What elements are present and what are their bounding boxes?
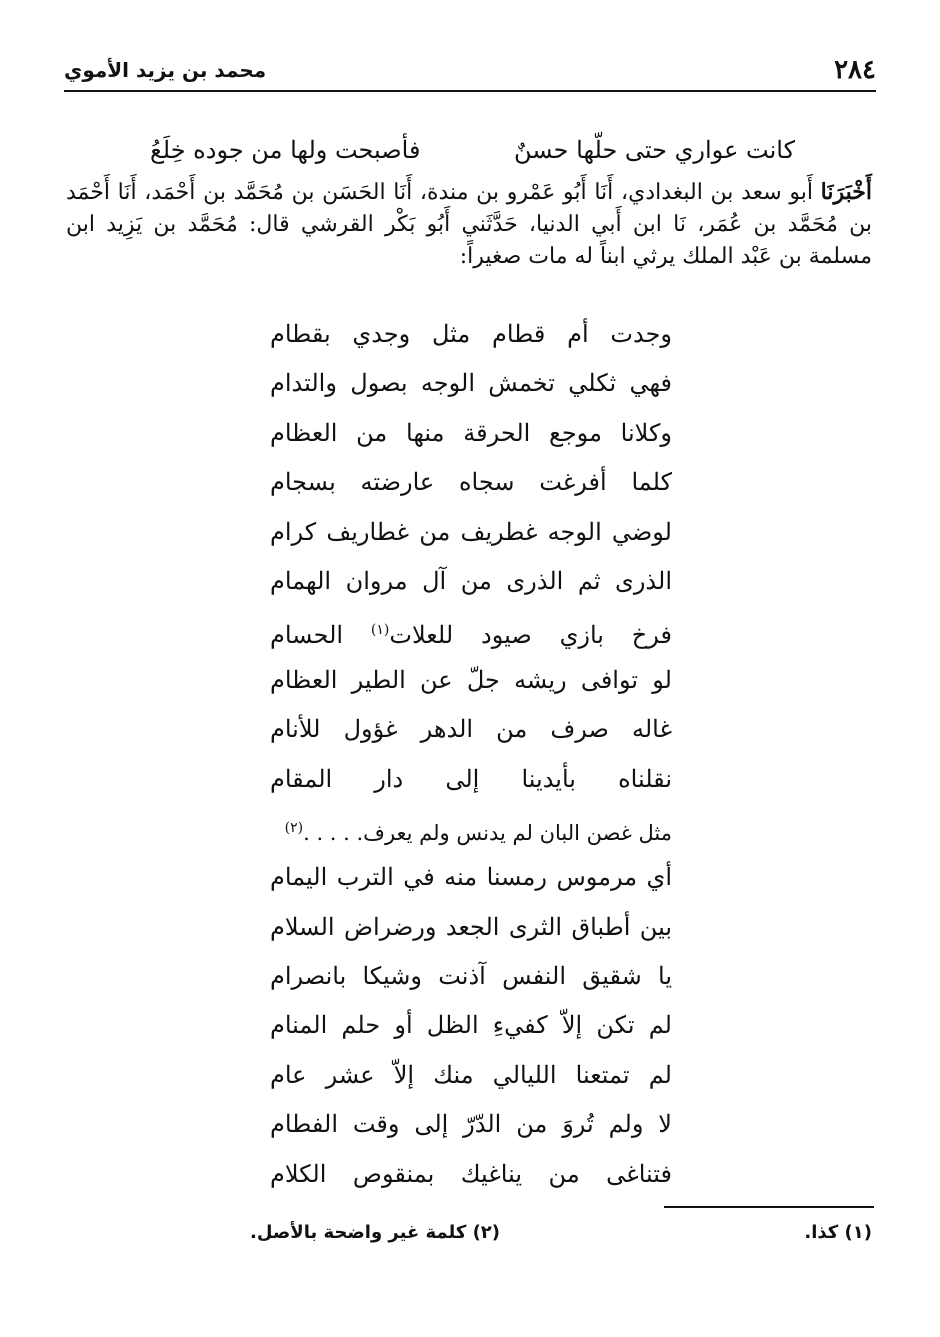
poem xyxy=(270,310,672,1199)
footnote-marker: (٢) xyxy=(284,819,304,836)
poem-line-text: فرخ بازي صيود للعلات xyxy=(389,621,672,650)
footnotes xyxy=(250,1222,872,1243)
poem-line: كلما أفرغت سجاه عارضته بسجام xyxy=(270,468,672,497)
page-header xyxy=(64,50,876,92)
verse-first-hemistich: كانت عواري حتى حلّها حسنٌ xyxy=(513,136,795,164)
poem-line: وكلانا موجع الحرقة منها من العظام xyxy=(270,418,672,447)
footnote-marker: (١) xyxy=(370,622,390,639)
poem-line: أي مرموس رمسنا منه في الترب اليمام xyxy=(270,863,672,892)
isnad-text: أَبو سعد بن البغدادي، أَنَا أَبُو عَمْرو بن مندة، أَنَا الحَسَن بن مُحَمَّد بن أَحْمَد، أَنَا أَحْمَد بن مُحَمَّد بن عُمَر، نَا ابن أَبي الدنيا، حَدَّثَني أَبُو بَكْر القرشي قال: مُحَمَّد بن يَزِيد ابن مسلمة بن عَبْد الملك يرثي ابناً له مات صغيراً: xyxy=(66,180,872,269)
poem-line xyxy=(270,804,672,853)
poem-line: بين أطباق الثرى الجعد ورضراض السلام xyxy=(270,912,672,941)
isnad-paragraph xyxy=(66,176,872,273)
footnote-divider xyxy=(664,1206,874,1208)
running-title: محمد بن يزيد الأموي xyxy=(64,58,267,82)
poem-line: يا شقيق النفس آذنت وشيكا بانصرام xyxy=(270,962,672,991)
verse-second-hemistich: فأصبحت ولها من جوده خِلَعُ xyxy=(150,136,421,164)
footnote-2: (٢) كلمة غير واضحة بالأصل. xyxy=(250,1222,501,1243)
poem-line: لا ولم تُروَ من الدّرّ إلى وقت الفطام xyxy=(270,1110,672,1139)
poem-line xyxy=(270,606,672,655)
poem-line: لو توافى ريشه جلّ عن الطير العظام xyxy=(270,665,672,694)
page-number: ٢٨٤ xyxy=(834,55,876,85)
poem-line: وجدت أم قطام مثل وجدي بقطام xyxy=(270,320,672,348)
poem-line: لم تمتعنا الليالي منك إلاّ عشر عام xyxy=(270,1060,672,1089)
poem-line: فهي ثكلي تخمش الوجه بصول والتدام xyxy=(270,369,672,398)
poem-line-text: الحسام xyxy=(270,621,371,650)
poem-line: لم تكن إلاّ كفيءِ الظل أو حلم المنام xyxy=(270,1011,672,1040)
poem-line: غاله صرف من الدهر غؤول للأنام xyxy=(270,715,672,744)
poem-line: نقلناه بأيدينا إلى دار المقام xyxy=(270,764,672,793)
footnote-1: (١) كذا. xyxy=(804,1222,872,1243)
poem-line: لوضي الوجه غطريف من غطاريف كرام xyxy=(270,517,672,546)
isnad-lead-word: أَخْبَرَنَا xyxy=(820,179,872,205)
poem-line-text: مثل غصن البان لم يدنس ولم يعرف. . . . . xyxy=(303,820,672,845)
poem-line: فتناغى من يناغيك بمنقوص الكلام xyxy=(270,1159,672,1188)
opening-verse xyxy=(150,132,795,168)
poem-line: الذرى ثم الذرى من آل مروان الهمام xyxy=(270,566,672,595)
